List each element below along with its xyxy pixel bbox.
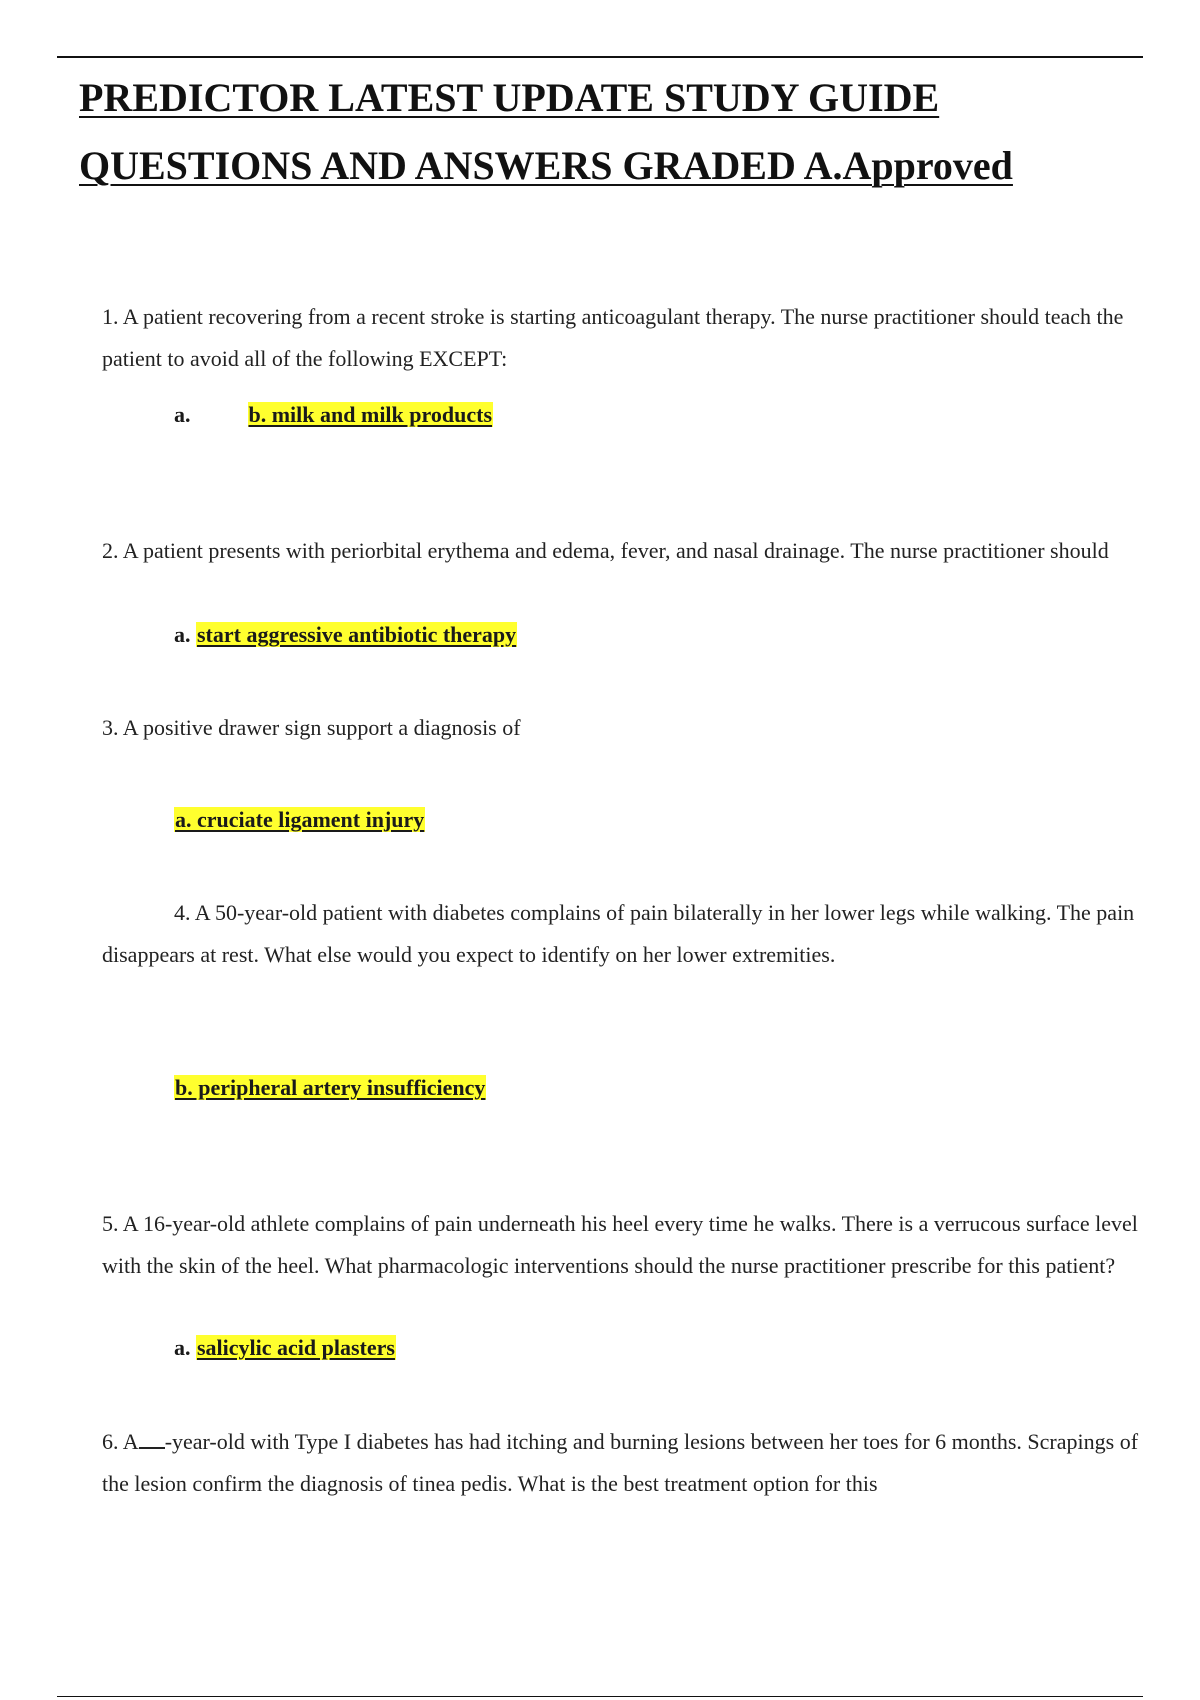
answer-5-letter: a. xyxy=(174,1335,191,1360)
answer-1-letter: a. xyxy=(174,402,191,427)
answer-1-text: b. milk and milk products xyxy=(248,402,493,427)
bottom-rule xyxy=(57,1696,1143,1697)
question-6 xyxy=(102,1421,1142,1505)
answer-1 xyxy=(174,401,493,429)
answer-2-text: start aggressive antibiotic therapy xyxy=(197,622,517,647)
question-2: 2. A patient presents with periorbital erythema and edema, fever, and nasal drainage. The nurse practitioner should xyxy=(102,538,1109,563)
document-title-line-1: PREDICTOR LATEST UPDATE STUDY GUIDE xyxy=(79,75,940,120)
question-4 xyxy=(102,892,1142,976)
question-6-text: -year-old with Type I diabetes has had itching and burning lesions between her toes for 6 months. Scrapings of the lesion confirm the diagnosis of tinea pedis. What is the best treatment option for this xyxy=(102,1429,1139,1496)
answer-4 xyxy=(174,1074,486,1102)
answer-3-text: a. cruciate ligament injury xyxy=(175,807,425,832)
answer-2 xyxy=(174,621,517,649)
question-4-text: 4. A 50-year-old patient with diabetes complains of pain bilaterally in her lower legs while walking. The pain disappears at rest. What else would you expect to identify on her lower extremities. xyxy=(102,900,1135,967)
answer-2-letter: a. xyxy=(174,622,191,647)
question-5: 5. A 16-year-old athlete complains of pain underneath his heel every time he walks. There is a verrucous surface level with the skin of the heel. What pharmacologic interventions should the nurse practitioner prescribe for this patient? xyxy=(102,1211,1138,1278)
answer-5 xyxy=(174,1334,396,1362)
document-title-line-2: QUESTIONS AND ANSWERS GRADED A.Approved xyxy=(79,143,1013,188)
top-rule xyxy=(57,56,1143,58)
question-6-prefix: 6. A xyxy=(102,1429,139,1454)
answer-4-text: b. peripheral artery insufficiency xyxy=(175,1075,486,1100)
question-3: 3. A positive drawer sign support a diagnosis of xyxy=(102,715,521,740)
answer-blank xyxy=(139,1429,165,1449)
question-1: 1. A patient recovering from a recent stroke is starting anticoagulant therapy. The nurse practitioner should teach the patient to avoid all of the following EXCEPT: xyxy=(102,304,1124,371)
answer-3 xyxy=(174,806,425,834)
answer-5-text: salicylic acid plasters xyxy=(197,1335,395,1360)
